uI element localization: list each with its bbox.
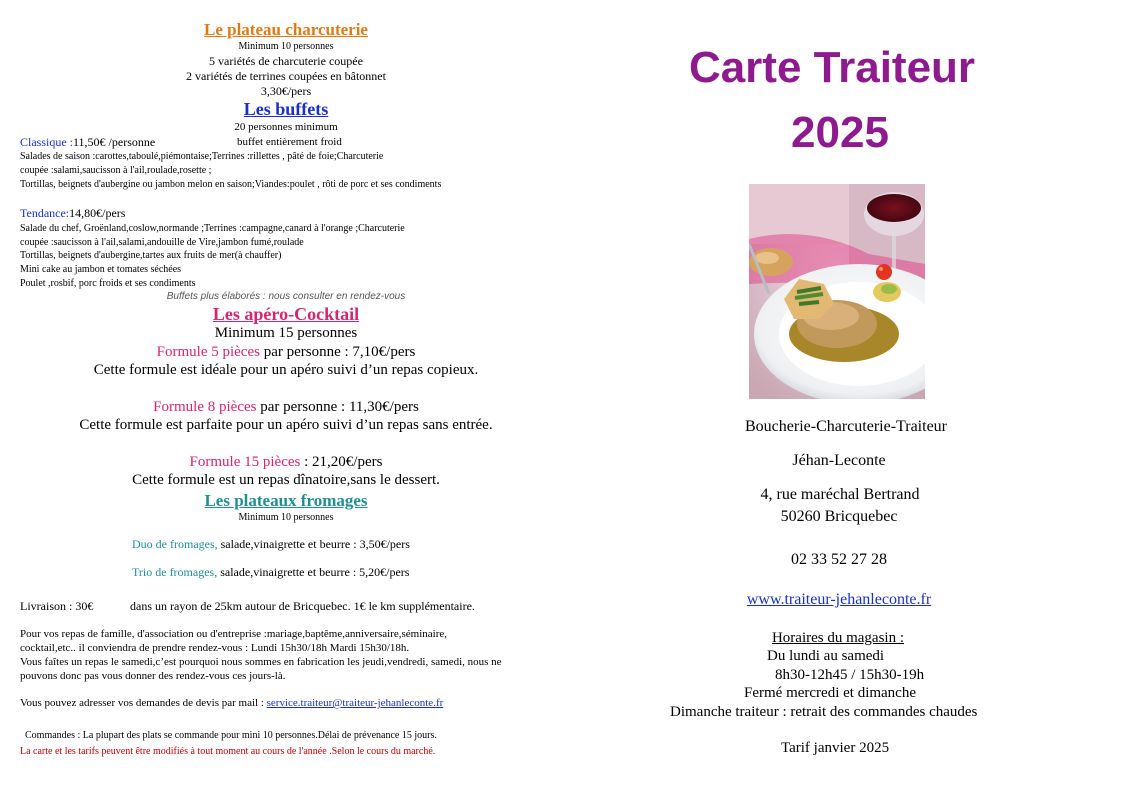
apero-min: Minimum 15 personnes <box>214 325 358 341</box>
classique-header <box>20 135 155 150</box>
charcuterie-title: Le plateau charcuterie <box>204 20 368 39</box>
tendance-price: 14,80€/pers <box>69 206 126 220</box>
tendance-line: Poulet ,rosbif, porc froids et ses condiments <box>20 278 196 289</box>
phone-number: 02 33 52 27 28 <box>791 551 887 568</box>
business-name: Jéhan-Leconte <box>792 452 886 469</box>
hours-title: Horaires du magasin : <box>771 630 905 646</box>
formule-15 <box>0 454 572 471</box>
devis-email-link[interactable]: service.traiteur@traiteur-jehanleconte.fr <box>266 697 444 709</box>
classique-price: 11,50€ /personne <box>73 135 156 149</box>
address-line2: 50260 Bricquebec <box>780 508 898 525</box>
formule-8 <box>0 399 572 416</box>
info-line: cocktail,etc.. il conviendra de prendre rendez-vous : Lundi 15h30/18h Mardi 15h30/18h. <box>20 642 410 654</box>
website-link[interactable]: www.traiteur-jehanleconte.fr <box>746 591 932 608</box>
charcuterie-line1: 5 variétés de charcuterie coupée <box>209 54 363 68</box>
devis-line <box>20 697 443 709</box>
formule-5-label: Formule 5 pièces <box>156 344 260 360</box>
tendance-line: Salade du chef, Groënland,coslow,normande ;Terrines :campagne,canard à l'orange ;Charcuterie <box>20 223 405 234</box>
livraison-label: Livraison : 30€ <box>20 599 94 613</box>
charcuterie-min: Minimum 10 personnes <box>238 41 334 52</box>
classique-line: coupée :salami,saucisson à l'ail,roulade,rosette ; <box>20 165 212 176</box>
formule-15-label: Formule 15 pièces <box>189 454 301 470</box>
food-photo <box>749 184 925 399</box>
address-line1: 4, rue maréchal Bertrand <box>760 486 920 503</box>
trio-fromages <box>132 565 409 580</box>
info-line: Pour vos repas de famille, d'association ou d'entreprise :mariage,baptême,anniversaire,séminaire, <box>20 628 448 640</box>
fromages-title: Les plateaux fromages <box>204 491 368 510</box>
formule-5-desc: Cette formule est idéale pour un apéro suivi d’un repas copieux. <box>93 362 479 378</box>
cover-title-year: 2025 <box>791 108 889 157</box>
tendance-label: Tendance: <box>20 206 70 220</box>
charcuterie-price: 3,30€/pers <box>260 84 312 98</box>
disclaimer: La carte et les tarifs peuvent être modifiés à tout moment au cours de l'année .Selon le cours du marché. <box>20 746 436 757</box>
apero-title: Les apéro-Cocktail <box>212 304 360 324</box>
duo-fromages <box>132 537 410 552</box>
tendance-line: Tortillas, beignets d'aubergine,tartes aux fruits de mer(à chauffer) <box>20 250 282 261</box>
tarif-date: Tarif janvier 2025 <box>781 740 890 756</box>
hours-days: Du lundi au samedi <box>767 648 885 664</box>
formule-8-label: Formule 8 pièces <box>153 399 257 415</box>
tendance-header <box>20 206 125 221</box>
website <box>559 591 1119 609</box>
hours-closed: Fermé mercredi et dimanche <box>744 685 917 701</box>
devis-text: Vous pouvez adresser vos demandes de devis par mail : <box>20 697 267 709</box>
buffets-note: Buffets plus élaborés : nous consulter en rendez-vous <box>166 291 406 302</box>
livraison-text: dans un rayon de 25km autour de Bricquebec. 1€ le km supplémentaire. <box>130 599 475 613</box>
formule-15-price: : 21,20€/pers <box>300 454 383 470</box>
trio-label: Trio de fromages, <box>132 565 218 579</box>
classique-label: Classique : <box>20 135 73 149</box>
hours-sunday: Dimanche traiteur : retrait des commandes chaudes <box>670 704 978 720</box>
tendance-line: Mini cake au jambon et tomates séchées <box>20 264 182 275</box>
buffets-title: Les buffets <box>243 99 329 119</box>
commandes-note: Commandes : La plupart des plats se commande pour mini 10 personnes.Délai de prévenance 15 jours. <box>25 730 437 741</box>
formule-8-price: par personne : 11,30€/pers <box>256 399 419 415</box>
formule-5-price: par personne : 7,10€/pers <box>259 344 416 360</box>
buffets-min: 20 personnes minimum <box>234 121 338 133</box>
formule-15-desc: Cette formule est un repas dînatoire,sans le dessert. <box>132 472 440 488</box>
hours-times: 8h30-12h45 / 15h30-19h <box>775 667 925 683</box>
formule-5 <box>0 344 572 361</box>
formule-8-desc: Cette formule est parfaite pour un apéro suivi d’un repas sans entrée. <box>79 417 493 433</box>
classique-note: buffet entièrement froid <box>237 136 342 148</box>
cover-title-line1: Carte Traiteur <box>688 43 976 92</box>
charcuterie-line2: 2 variétés de terrines coupées en bâtonnet <box>186 69 386 83</box>
business-type: Boucherie-Charcuterie-Traiteur <box>745 418 947 435</box>
classique-line: Salades de saison :carottes,taboulé,piémontaise;Terrines :rillettes , pâté de foie;Charcuterie <box>20 151 384 162</box>
fromages-min: Minimum 10 personnes <box>238 512 334 523</box>
info-line: Vous faîtes un repas le samedi,c’est pourquoi nous sommes en fabrication les jeudi,vendredi, samedi, nous ne <box>20 656 502 668</box>
tendance-line: coupée :saucisson à l'ail,salami,andouille de Vire,jambon fumé,roulade <box>20 237 304 248</box>
duo-rest: salade,vinaigrette et beurre : 3,50€/pers <box>217 537 410 551</box>
duo-label: Duo de fromages, <box>132 537 218 551</box>
info-line: pouvons donc pas vous donner des rendez-vous ces jours-là. <box>20 670 286 682</box>
classique-line: Tortillas, beignets d'aubergine ou jambon melon en saison;Viandes:poulet , rôti de porc et ses condiments <box>20 179 442 190</box>
trio-rest: salade,vinaigrette et beurre : 5,20€/pers <box>217 565 410 579</box>
